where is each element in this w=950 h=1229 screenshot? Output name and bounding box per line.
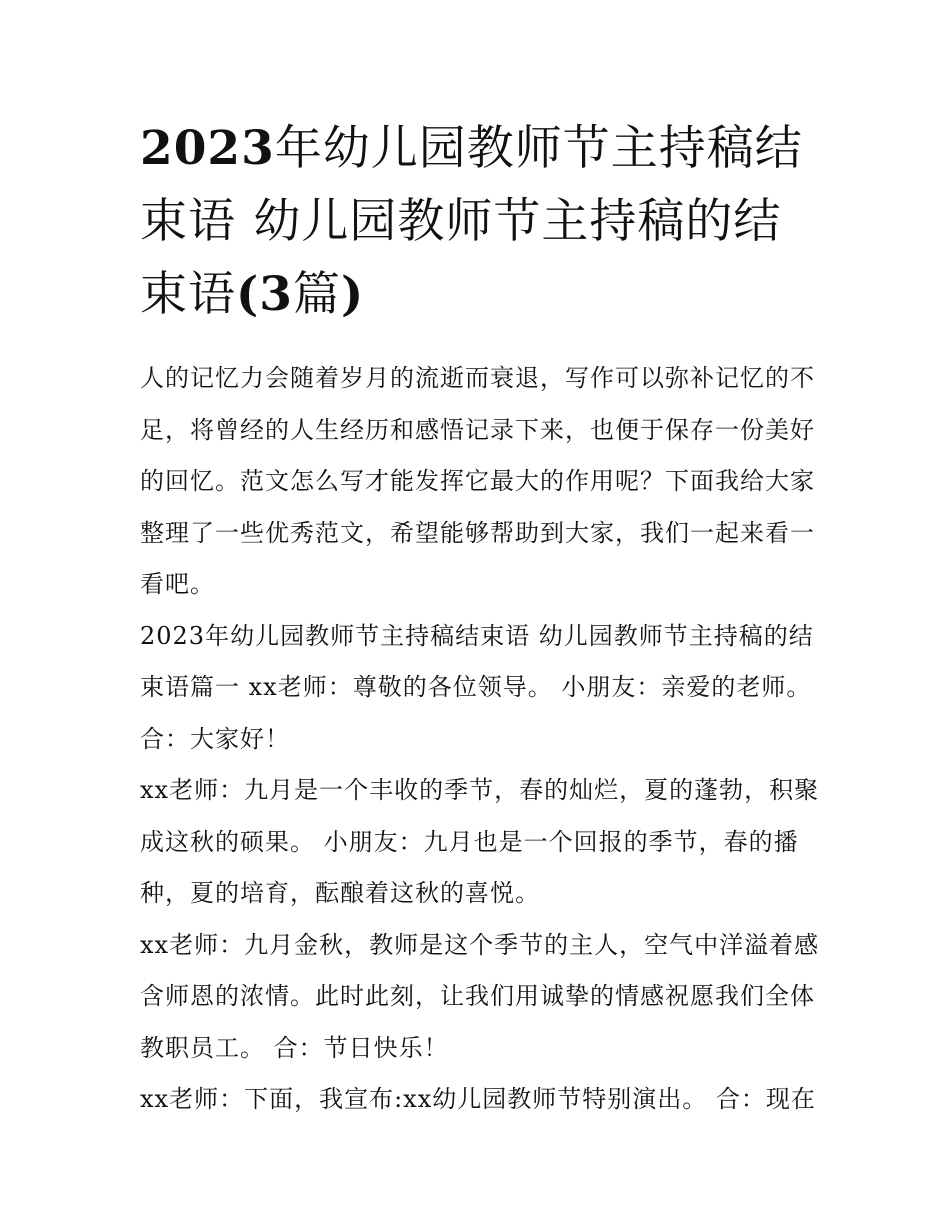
body-paragraph: xx老师：九月金秋，教师是这个季节的主人，空气中洋溢着感含师恩的浓情。此时此刻，让我们用诚挚的情感祝愿我们全体教职员工。 合：节日快乐！: [140, 930, 820, 1062]
intro-paragraph: 人的记忆力会随着岁月的流逝而衰退，写作可以弥补记忆的不足，将曾经的人生经历和感悟记录下来，也便于保存一份美好的回忆。范文怎么写才能发挥它最大的作用呢？下面我给大家整理了一些优秀范文，希望能够帮助到大家，我们一起来看一看吧。: [140, 364, 815, 598]
body-paragraph: 2023年幼儿园教师节主持稿结束语 幼儿园教师节主持稿的结束语篇一 xx老师：尊敬的各位领导。 小朋友：亲爱的老师。 合：大家好！: [140, 621, 814, 753]
document-page: [140, 112, 820, 1126]
body-paragraph: xx老师：九月是一个丰收的季节，春的灿烂，夏的蓬勃，积聚成这秋的硕果。 小朋友：九月也是一个回报的季节，春的播种，夏的培育，酝酿着这秋的喜悦。: [140, 776, 820, 907]
body-paragraph: xx老师：下面，我宣布:xx幼儿园教师节特别演出。 合：现在: [140, 1085, 816, 1113]
document-title: 2023年幼儿园教师节主持稿结束语 幼儿园教师节主持稿的结束语(3篇): [140, 121, 803, 322]
